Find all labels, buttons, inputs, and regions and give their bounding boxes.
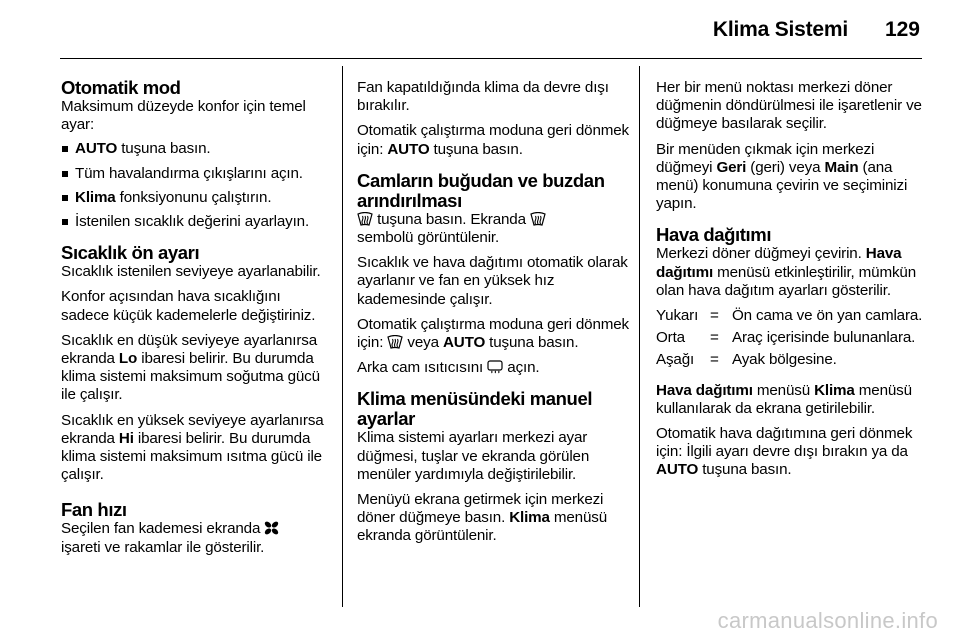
auto-intro: Maksimum düzeyde konfor için temel ayar: xyxy=(61,98,306,134)
heading-auto-mode: Otomatik mod xyxy=(61,77,181,98)
column-3 xyxy=(656,79,928,487)
auto-bullet-list xyxy=(61,140,328,231)
temp-paragraph-2: Konfor açısından hava sıcaklığını sadece küçük kademelerle değiştiriniz. xyxy=(61,288,316,324)
bullet-temperature: İstenilen sıcaklık değerini ayarlayın. xyxy=(61,213,328,231)
temp-paragraph-3: Sıcaklık en düşük seviyeye ayarlanırsa ekranda Lo ibaresi belirir. Bu durumda klima sistemi maksimum soğutma gücü ile çalışır. xyxy=(61,331,320,404)
bullet-vents: Tüm havalandırma çıkışlarını açın. xyxy=(61,165,328,183)
fan-off-paragraph: Fan kapatıldığında klima da devre dışı bırakılır. xyxy=(357,79,609,115)
distribution-table xyxy=(656,307,928,370)
column-divider-1 xyxy=(342,66,343,607)
page-title: Klima Sistemi xyxy=(712,18,848,41)
page-header xyxy=(0,0,960,56)
fan-icon xyxy=(264,521,279,535)
windscreen-defrost-icon xyxy=(387,335,403,349)
distribution-row: Orta = Araç içerisinde bulunanlara. xyxy=(656,329,916,347)
distribution-row: Aşağı = Ayak bölgesine. xyxy=(656,351,837,369)
temp-paragraph-4: Sıcaklık en yüksek seviyeye ayarlanırsa ekranda Hi ibaresi belirir. Bu durumda klima sistemi maksimum ısıtma gücü ile çalışır. xyxy=(61,411,324,484)
temp-paragraph-1: Sıcaklık istenilen seviyeye ayarlanabilir. xyxy=(61,263,321,281)
distribution-paragraph: Merkezi döner düğmeyi çevirin. Hava dağıtımı menüsü etkinleştirilir, mümkün olan hava dağıtım ayarları gösterilir. xyxy=(656,245,917,299)
windscreen-defrost-icon xyxy=(530,212,546,226)
rear-window-heater-icon xyxy=(487,360,503,374)
menu-select-paragraph: Her bir menü noktası merkezi döner düğmenin döndürülmesi ile işaretlenir ve düğmeye basılarak seçilir. xyxy=(656,79,922,133)
bullet-klima: Klima fonksiyonunu çalıştırın. xyxy=(61,189,328,207)
watermark: carmanualsonline.info xyxy=(717,608,938,633)
column-2 xyxy=(357,79,629,553)
menu-exit-paragraph: Bir menüden çıkmak için merkezi düğmeyi Geri (geri) veya Main (ana menü) konumuna çevirin ve seçiminizi yapın. xyxy=(656,140,908,213)
auto-return-paragraph: Otomatik çalıştırma moduna geri dönmek için: AUTO tuşuna basın. xyxy=(357,122,630,158)
menu-paragraph-2: Menüyü ekrana getirmek için merkezi döner düğmeye basın. Klima menüsü ekranda görüntülenir. xyxy=(357,491,608,545)
defrost-paragraph-1: tuşuna basın. Ekranda sembolü görüntülenir. xyxy=(357,211,629,247)
distribution-auto-paragraph: Otomatik hava dağıtımına geri dönmek için: İlgili ayarı devre dışı bırakın ya da AUTO tuşuna basın. xyxy=(656,425,913,479)
fan-paragraph: Seçilen fan kademesi ekranda işareti ve rakamlar ile gösterilir. xyxy=(61,520,328,556)
distribution-menu-paragraph: Hava dağıtımı menüsü Klima menüsü kullanılarak da ekrana getirilebilir. xyxy=(656,381,912,417)
menu-paragraph-1: Klima sistemi ayarları merkezi ayar düğmesi, tuşlar ve ekranda görülen menüler yardımıyla değiştirilebilir. xyxy=(357,429,590,483)
header-rule xyxy=(60,58,922,59)
heading-climate-menu: Klima menüsündeki manuel ayarlar xyxy=(357,388,593,430)
defrost-paragraph-3: Otomatik çalıştırma moduna geri dönmek için: veya AUTO tuşuna basın. xyxy=(357,315,630,352)
defrost-paragraph-2: Sıcaklık ve hava dağıtımı otomatik olarak ayarlanır ve fan en yüksek hız kademesinde çalışır. xyxy=(357,254,628,308)
heading-air-distribution: Hava dağıtımı xyxy=(656,224,772,246)
heading-defrost: Camların buğudan ve buzdan arındırılması xyxy=(357,169,605,211)
bullet-auto: AUTO tuşuna basın. xyxy=(61,140,328,158)
heading-fan-speed: Fan hızı xyxy=(61,499,127,521)
column-divider-2 xyxy=(639,66,640,607)
heading-temperature-preset: Sıcaklık ön ayarı xyxy=(61,242,200,264)
windscreen-defrost-icon xyxy=(357,212,373,226)
page-number: 129 xyxy=(884,18,920,41)
rear-heater-paragraph: Arka cam ısıtıcısını açın. xyxy=(357,359,540,377)
distribution-row: Yukarı = Ön cama ve ön yan camlara. xyxy=(656,307,923,325)
column-1 xyxy=(61,78,328,564)
